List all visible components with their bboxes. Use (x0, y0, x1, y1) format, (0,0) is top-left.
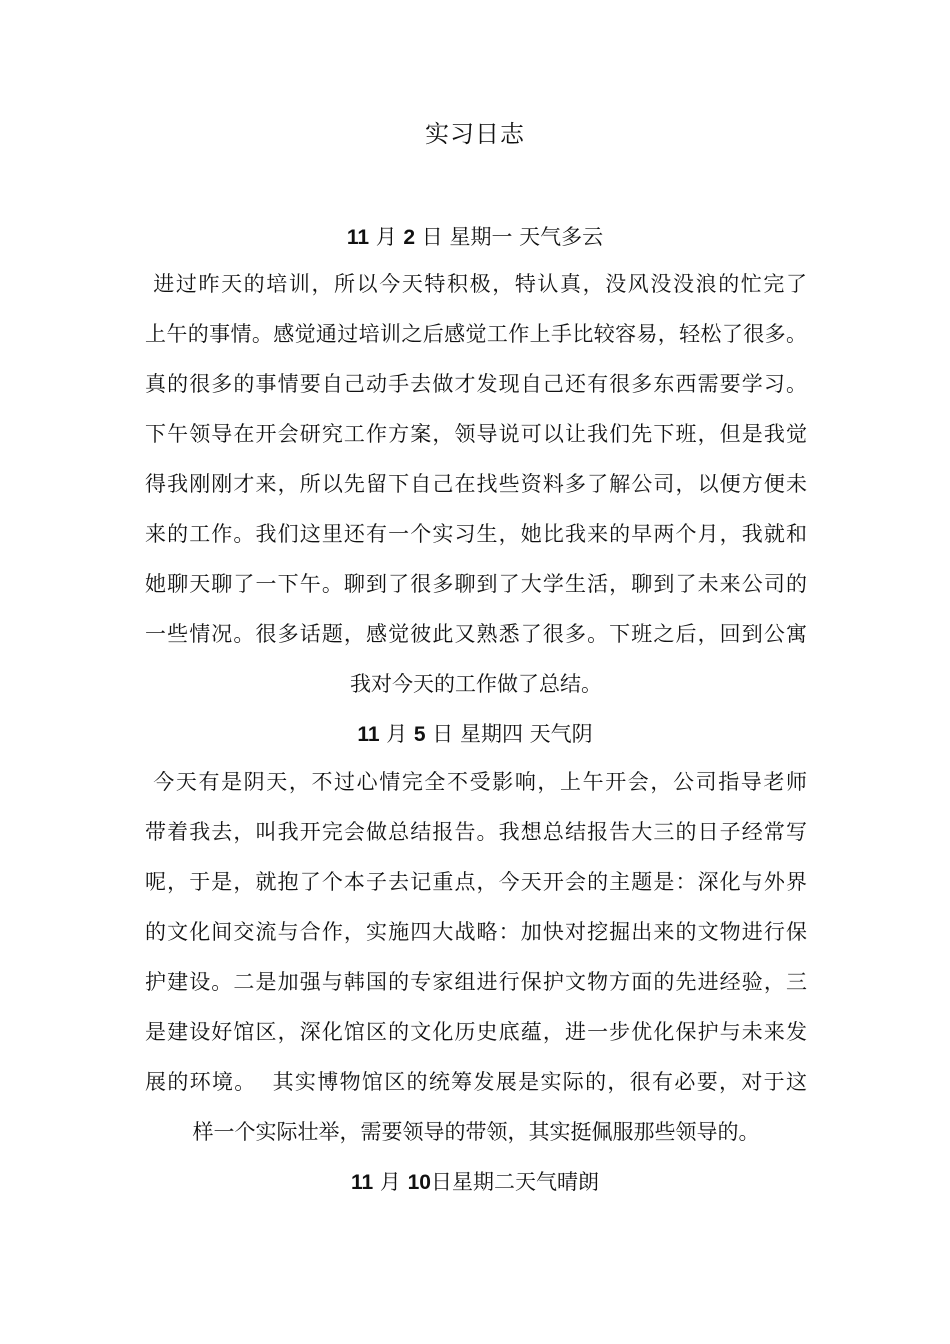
heading-month: 11 (357, 723, 380, 746)
heading-weekday-weather: 星期四 天气阴 (453, 722, 593, 746)
heading-day-unit: 日 (421, 225, 443, 249)
body-line: 呢，于是，就抱了个本子去记重点，今天开会的主题是：深化与外界 (145, 870, 807, 894)
body-line: 来的工作。我们这里还有一个实习生，她比我来的早两个月，我就和 (145, 522, 807, 546)
body-line: 护建设。二是加强与韩国的专家组进行保护文物方面的先进经验，三 (145, 970, 807, 994)
body-line: 进过昨天的培训，所以今天特积极，特认真，没风没没浪的忙完了 (145, 272, 807, 296)
body-line: 下午领导在开会研究工作方案，领导说可以让我们先下班，但是我觉 (145, 422, 807, 446)
heading-weekday-weather: 星期二天气晴朗 (451, 1170, 599, 1194)
entry-body (145, 259, 807, 709)
heading-month-unit: 月 (375, 225, 397, 249)
entry-body (145, 757, 807, 1157)
body-line: 今天有是阴天，不过心情完全不受影响，上午开会，公司指导老师 (145, 770, 807, 794)
heading-day-unit: 日 (430, 1170, 452, 1194)
heading-day: 10 (407, 1171, 431, 1194)
body-line: 我对今天的工作做了总结。 (350, 672, 602, 696)
entry-heading (0, 222, 950, 253)
heading-month: 11 (351, 1171, 374, 1194)
heading-day: 2 (403, 226, 416, 249)
body-line: 带着我去，叫我开完会做总结报告。我想总结报告大三的日子经常写 (145, 820, 807, 844)
body-line: 一些情况。很多话题，感觉彼此又熟悉了很多。下班之后，回到公寓 (145, 622, 807, 646)
body-line: 上午的事情。感觉通过培训之后感觉工作上手比较容易，轻松了很多。 (145, 322, 807, 346)
heading-month-unit: 月 (386, 722, 408, 746)
body-line: 真的很多的事情要自己动手去做才发现自己还有很多东西需要学习。 (145, 372, 807, 396)
heading-month: 11 (346, 226, 370, 249)
heading-day-unit: 日 (432, 722, 454, 746)
body-line: 展的环境。 其实博物馆区的统筹发展是实际的，很有必要，对于这 (145, 1070, 807, 1094)
heading-weekday-weather: 星期一 天气多云 (442, 225, 604, 249)
entry-heading (0, 1167, 950, 1198)
body-line: 是建设好馆区，深化馆区的文化历史底蕴，进一步优化保护与未来发 (145, 1020, 807, 1044)
document-title: 实习日志 (425, 120, 525, 148)
entry-heading (0, 719, 950, 750)
body-line: 得我刚刚才来，所以先留下自己在找些资料多了解公司，以便方便未 (145, 472, 807, 496)
body-line: 样一个实际壮举，需要领导的带领，其实挺佩服那些领导的。 (192, 1120, 760, 1144)
heading-day: 5 (413, 723, 426, 746)
heading-month-unit: 月 (379, 1170, 401, 1194)
body-line: 她聊天聊了一下午。聊到了很多聊到了大学生活，聊到了未来公司的 (145, 572, 807, 596)
body-line: 的文化间交流与合作，实施四大战略：加快对挖掘出来的文物进行保 (145, 920, 807, 944)
